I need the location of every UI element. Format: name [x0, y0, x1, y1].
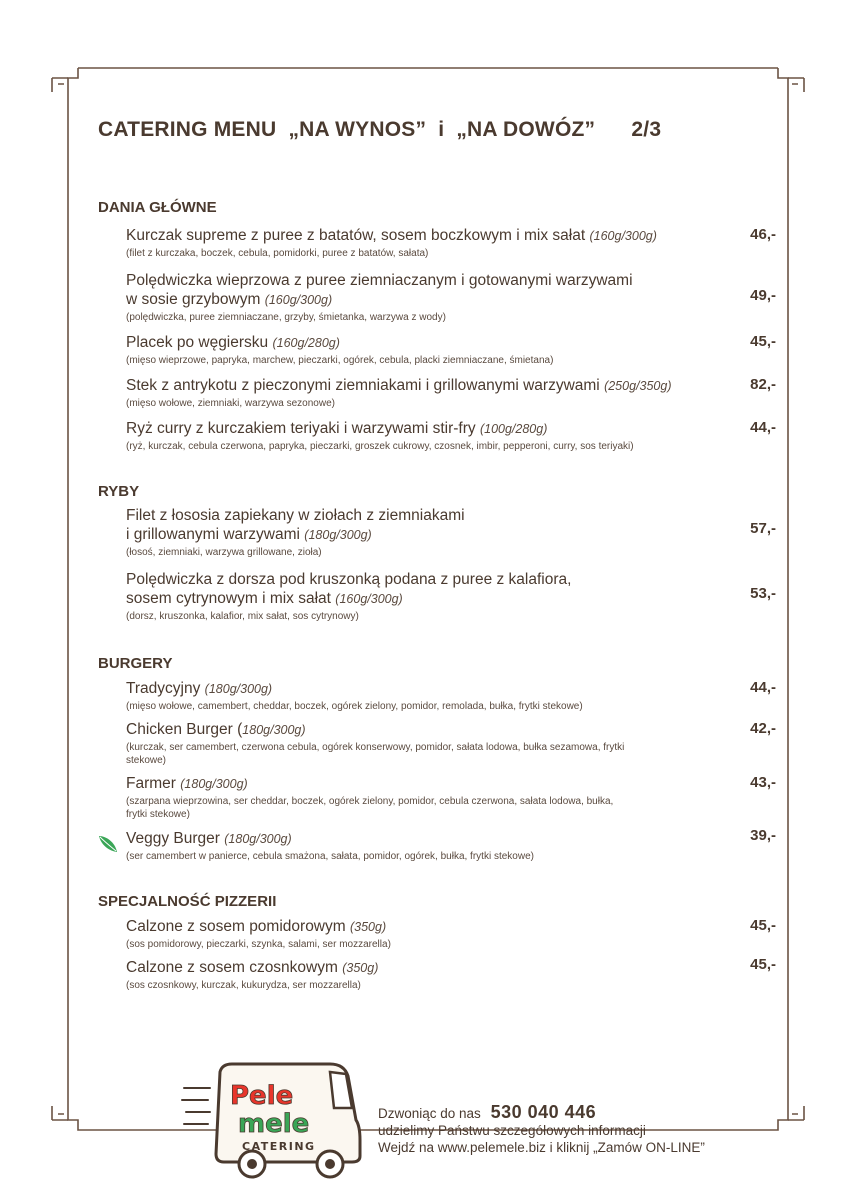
item-name-line2: i grillowanymi warzywami: [126, 526, 300, 543]
menu-item: [126, 774, 776, 821]
item-name: Veggy Burger: [126, 830, 220, 847]
item-weight: (160g/300g): [589, 229, 657, 243]
item-name: Chicken Burger (: [126, 721, 243, 738]
item-name: Ryż curry z kurczakiem teriyaki i warzywami stir-fry: [126, 420, 476, 437]
contact-line3: Wejdź na www.pelemele.biz i kliknij „Zamów ON-LINE”: [378, 1140, 705, 1155]
section-title-fish: RYBY: [98, 483, 140, 500]
item-description: (filet z kurczaka, boczek, cebula, pomidorki, puree z batatów, sałata): [126, 248, 429, 259]
menu-item: [126, 419, 776, 453]
menu-item: [126, 679, 776, 713]
section-title-burgers: BURGERY: [98, 655, 173, 672]
logo-word-catering: CATERING: [242, 1140, 316, 1153]
item-weight: (160g/280g): [272, 336, 340, 350]
phone-number[interactable]: 530 040 446: [490, 1102, 597, 1122]
menu-item: [126, 506, 776, 559]
contact-line2: udzielimy Państwu szczegółowych informacji: [378, 1123, 646, 1138]
item-price: 39,-: [750, 827, 776, 844]
contact-line1: Dzwoniąc do nas: [378, 1106, 481, 1121]
item-name: Calzone z sosem czosnkowym: [126, 959, 338, 976]
contact-block: [378, 1104, 705, 1156]
item-price: 46,-: [750, 226, 776, 243]
menu-item: [126, 570, 776, 623]
item-name: Polędwiczka wieprzowa z puree ziemniaczanym i gotowanymi warzywami: [126, 272, 633, 289]
item-price: 45,-: [750, 333, 776, 350]
item-name-line2: sosem cytrynowym i mix sałat: [126, 590, 331, 607]
leaf-icon: [96, 832, 120, 856]
item-weight: (180g/300g): [224, 832, 292, 846]
item-name: Farmer: [126, 775, 176, 792]
item-description: (mięso wołowe, ziemniaki, warzywa sezonowe): [126, 398, 335, 409]
item-weight: (180g/300g): [304, 528, 372, 542]
item-description: (mięso wołowe, camembert, cheddar, boczek, ogórek zielony, pomidor, remolada, bułka, frytki stekowe): [126, 701, 583, 712]
logo-word-mele: mele: [238, 1109, 310, 1139]
item-description: (dorsz, kruszonka, kalafior, mix sałat, sos cytrynowy): [126, 611, 359, 622]
item-price: 57,-: [750, 520, 776, 537]
item-name: Filet z łososia zapiekany w ziołach z ziemniakami: [126, 507, 465, 524]
pelemele-truck-logo: [180, 1060, 365, 1180]
item-price: 53,-: [750, 585, 776, 602]
item-price: 43,-: [750, 774, 776, 791]
item-weight: (160g/300g): [264, 293, 333, 307]
item-weight: (160g/300g): [335, 592, 403, 606]
item-name: Calzone z sosem pomidorowym: [126, 918, 346, 935]
item-weight: (350g): [349, 920, 387, 934]
menu-item: [126, 333, 776, 367]
item-price: 45,-: [750, 917, 776, 934]
menu-item: [126, 720, 776, 767]
item-weight: (180g/300g): [180, 777, 248, 791]
item-name: Kurczak supreme z puree z batatów, sosem boczkowym i mix sałat: [126, 227, 586, 244]
item-weight: 180g/300g): [242, 723, 306, 737]
item-price: 42,-: [750, 720, 776, 737]
item-description: (ryż, kurczak, cebula czerwona, papryka, pieczarki, groszek cukrowy, czosnek, imbir, pepperoni, curry, sos teriyaki): [126, 441, 634, 452]
item-price: 45,-: [750, 956, 776, 973]
item-weight: (100g/280g): [479, 422, 548, 436]
page-title: CATERING MENU „NA WYNOS” i „NA DOWÓZ” 2/3: [98, 118, 662, 141]
item-price: 82,-: [750, 376, 776, 393]
item-price: 44,-: [750, 679, 776, 696]
item-name-line2: w sosie grzybowym: [126, 291, 261, 308]
item-description: (mięso wieprzowe, papryka, marchew, pieczarki, ogórek, cebula, placki ziemniaczane, śmietana): [126, 355, 554, 366]
section-title-pizzeria-specials: SPECJALNOŚĆ PIZZERII: [98, 893, 277, 910]
item-name: Stek z antrykotu z pieczonymi ziemniakami i grillowanymi warzywami: [126, 377, 600, 394]
item-price: 49,-: [750, 287, 776, 304]
item-name: Placek po węgiersku: [126, 334, 269, 351]
item-description: (polędwiczka, puree ziemniaczane, grzyby, śmietanka, warzywa z wody): [126, 312, 446, 323]
menu-item: [126, 271, 776, 324]
item-weight: (350g): [342, 961, 379, 975]
item-weight: (180g/300g): [204, 682, 273, 696]
menu-item: [126, 958, 776, 992]
item-name: Polędwiczka z dorsza pod kruszonką podana z puree z kalafiora,: [126, 571, 572, 588]
item-description: (szarpana wieprzowina, ser cheddar, boczek, ogórek zielony, pomidor, cebula czerwona, sałata lodowa, bułka, frytki stekowe): [126, 796, 614, 820]
section-title-main-dishes: DANIA GŁÓWNE: [98, 199, 217, 216]
item-name: Tradycyjny: [126, 680, 201, 697]
item-description: (sos pomidorowy, pieczarki, szynka, salami, ser mozzarella): [126, 939, 391, 950]
item-price: 44,-: [750, 419, 776, 436]
logo-word-pele: Pele: [230, 1081, 294, 1111]
menu-item: [126, 226, 776, 260]
item-description: (łosoś, ziemniaki, warzywa grillowane, zioła): [126, 547, 322, 558]
item-weight: (250g/350g): [604, 379, 672, 393]
item-description: (ser camembert w panierce, cebula smażona, sałata, pomidor, ogórek, bułka, frytki stekowe): [126, 851, 534, 862]
menu-item: [126, 376, 776, 410]
menu-item: [126, 829, 776, 863]
menu-item: [126, 917, 776, 951]
item-description: (kurczak, ser camembert, czerwona cebula, ogórek konserwowy, pomidor, sałata lodowa, bułka sezamowa, frytki stekowe): [126, 742, 625, 766]
item-description: (sos czosnkowy, kurczak, kukurydza, ser mozzarella): [126, 980, 361, 991]
